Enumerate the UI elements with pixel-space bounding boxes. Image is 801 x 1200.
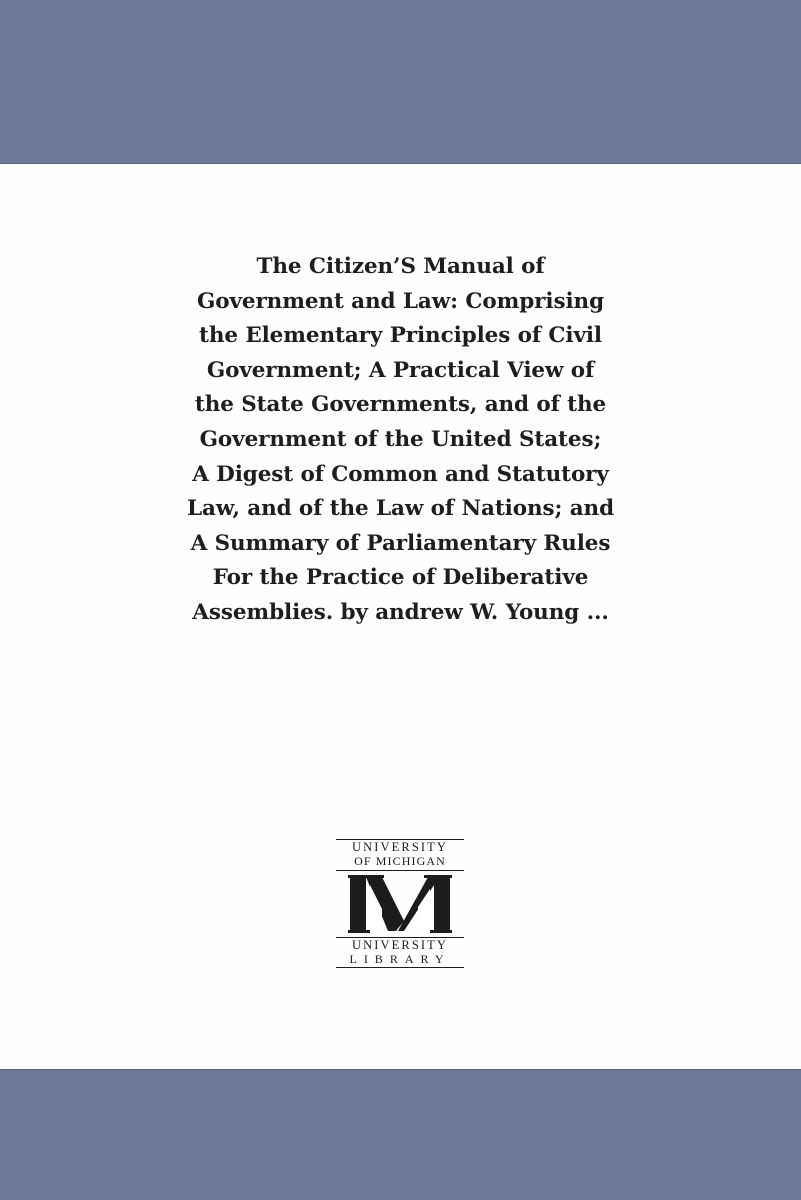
title-line: Government of the United States; [199,426,602,452]
logo-university-text: UNIVERSITY [352,840,448,854]
title-line: the State Governments, and of the [194,392,607,418]
book-title [40,250,761,631]
title-line: Law, and of the Law of Nations; and [186,496,615,522]
block-m-icon [348,875,452,933]
title-line: A Digest of Common and Statutory [192,461,609,487]
title-line: Government and Law: Comprising [196,288,605,314]
logo-library-text: LIBRARY [349,952,451,966]
university-library-logo [334,838,466,968]
logo-rule [336,967,464,968]
title-line: Assemblies. by andrew W. Young ... [192,599,609,625]
bottom-color-band [0,1069,801,1200]
title-line: Government; A Practical View of [206,357,595,383]
logo-rule [336,870,464,871]
title-line: the Elementary Principles of Civil [199,323,602,349]
title-line: The Citizen’S Manual of [256,254,545,279]
top-color-band [0,0,801,164]
title-line: A Summary of Parliamentary Rules [190,530,611,556]
logo-university-text: UNIVERSITY [352,938,448,952]
title-line: For the Practice of Deliberative [212,565,589,591]
logo-michigan-text: OF MICHIGAN [354,854,446,868]
